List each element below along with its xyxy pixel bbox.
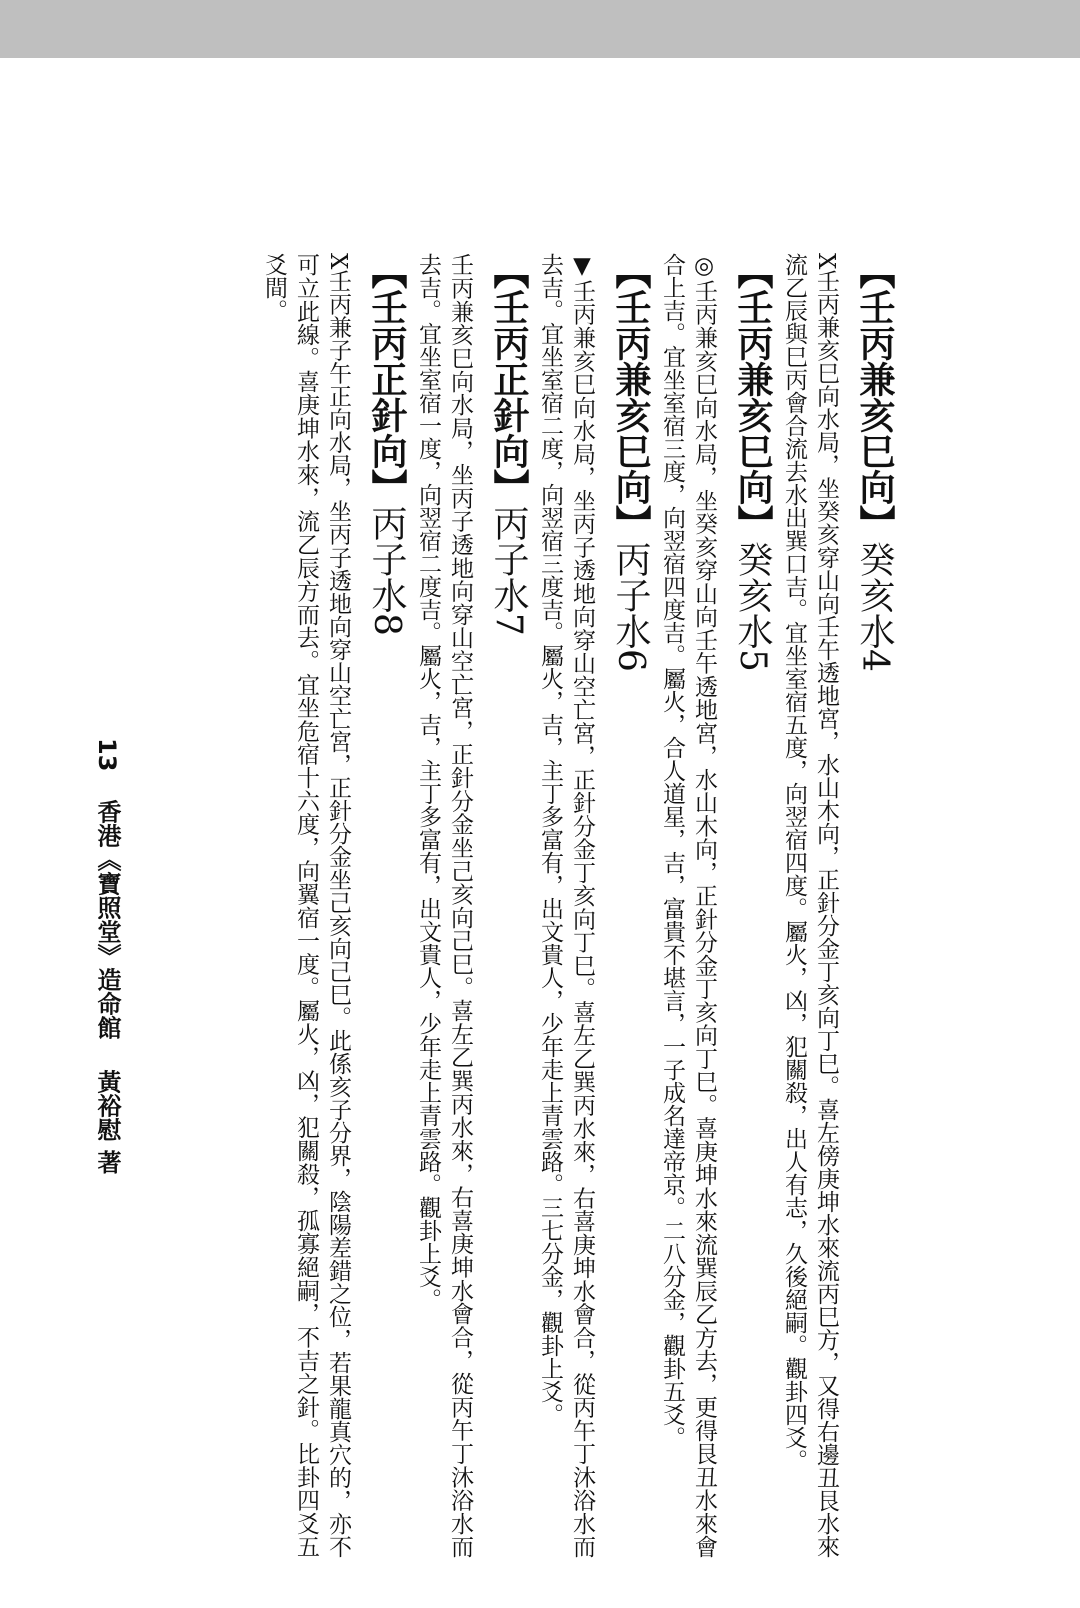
section-paragraph: X壬丙兼子午正向水局，坐丙子透地向穿山空亡宮，正針分金坐己亥向己巳。此係亥子分界，陰陽差錯之位，若果龍真穴的，亦不可立此線。喜庚坤水來，流乙辰方而去。宜坐危宿十六度，向翼宿一度。屬火，凶，犯關殺，孤寡絕嗣，不吉之針。比卦四爻五爻間。 bbox=[261, 253, 351, 1558]
author-name: 黃裕慰 著 bbox=[93, 1069, 121, 1174]
section-heading bbox=[604, 253, 656, 1558]
section-paragraph: ◎壬丙兼亥巳向水局，坐癸亥穿山向壬午透地宮，水山木向，正針分金丁亥向丁巳。喜庚坤水來流巽辰乙方去，更得艮丑水來會合上吉。宜坐室宿三度，向翌宿四度吉。屬火，合人道星，吉，富貴不堪言，一子成名達帝京。二八分金，觀卦五爻。 bbox=[659, 253, 717, 1558]
page-number: 13 bbox=[93, 738, 121, 772]
heading-title: 【壬丙正針向】 bbox=[488, 253, 529, 505]
heading-title: 【壬丙兼亥巳向】 bbox=[732, 253, 773, 541]
book-page bbox=[0, 58, 1080, 1608]
heading-water: 丙子水6 bbox=[610, 541, 651, 672]
page-footer bbox=[92, 738, 122, 1298]
section-heading bbox=[482, 253, 534, 1558]
section-paragraph: X壬丙兼亥巳向水局，坐癸亥穿山向壬午透地宮，水山木向，正針分金丁亥向丁巳。喜左傍庚坤水來流丙巳方，又得右邊丑艮水來流乙辰與巳丙會合流去水出巽口吉。宜坐室宿五度，向翌宿四度。屬火，凶，犯關殺，出人有志，久後絕嗣。觀卦四爻。 bbox=[781, 253, 839, 1558]
section-heading bbox=[360, 253, 412, 1558]
heading-title: 【壬丙兼亥巳向】 bbox=[854, 253, 895, 541]
heading-title: 【壬丙正針向】 bbox=[366, 253, 407, 505]
heading-water: 丙子水8 bbox=[366, 505, 407, 636]
section-paragraph: ▼壬丙兼亥巳向水局，坐丙子透地向穿山空亡宮，正針分金丁亥向丁巳。喜左乙巽丙水來，右喜庚坤水會合，從丙午丁沐浴水而去吉。宜坐室宿二度，向翌宿三度吉。屬火，吉，主丁多富有，出文貴人，少年走上青雲路。三七分金，觀卦上爻。 bbox=[537, 253, 595, 1558]
top-gray-bar bbox=[0, 0, 1080, 58]
heading-water: 丙子水7 bbox=[488, 505, 529, 636]
page-text-block bbox=[130, 253, 900, 1558]
heading-title: 【壬丙兼亥巳向】 bbox=[610, 253, 651, 541]
publisher-name: 香港《寶照堂》造命館 bbox=[93, 799, 121, 1040]
section-paragraph: 壬丙兼亥巳向水局，坐丙子透地向穿山空亡宮，正針分金坐己亥向己巳。喜左乙巽丙水來，右喜庚坤水會合，從丙午丁沐浴水而去吉。宜坐室宿一度，向翌宿二度吉。屬火，吉，主丁多富有，出文貴人，少年走上青雲路。觀卦上爻。 bbox=[415, 253, 473, 1558]
section-heading bbox=[848, 253, 900, 1558]
heading-water: 癸亥水4 bbox=[854, 541, 895, 672]
section-heading bbox=[726, 253, 778, 1558]
heading-water: 癸亥水5 bbox=[732, 541, 773, 672]
